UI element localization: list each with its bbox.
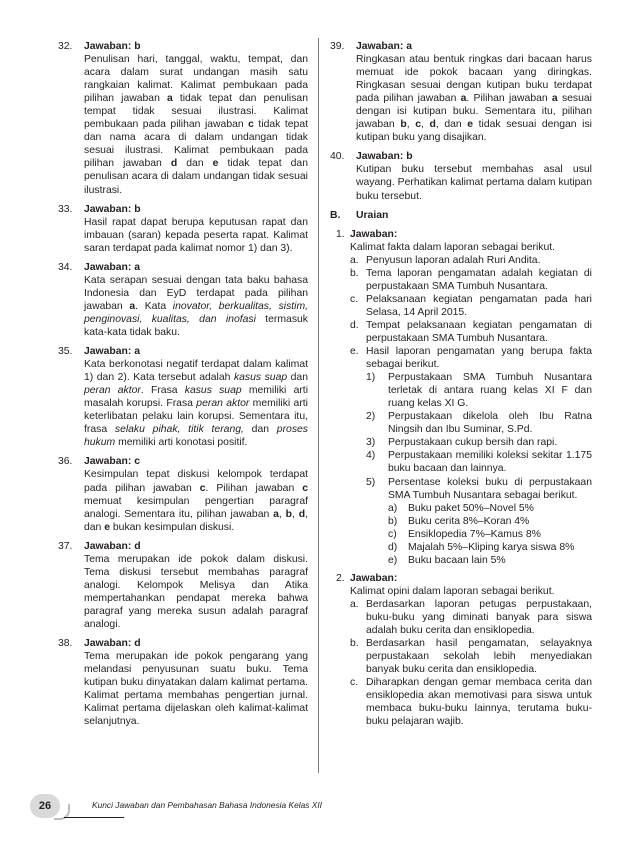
item-number: 34. [58, 261, 73, 273]
answer-key: Jawaban: a [84, 261, 141, 273]
nested-list-item: d) Majalah 5%–Kliping karya siswa 8% [388, 541, 575, 553]
item-number: 1. [336, 228, 345, 240]
answer-key: Jawaban: b [84, 41, 141, 52]
page-footer [30, 794, 330, 820]
list-item: d. Tempat pelaksanaan kegiatan pengamatan di perpustakaan SMA Tumbuh Nusantara. [350, 319, 592, 344]
nested-list-item: c) Ensiklopedia 7%–Kamus 8% [388, 528, 541, 540]
explanation: Penulisan hari, tanggal, waktu, tempat, dan acara dalam surat undangan masih satu rangkaian kalimat. Kalimat pembukaan pada pilihan jawaban a tidak tepat dan penulisan tempat tidak sesuai ilustrasi. Kalimat pembukaan pada pilihan jawaban c tidak tepat dan nama acara di dalam undangan tidak sesuai ilustrasi. Kalimat pembukaan pada pilihan jawaban d dan e tidak tepat dan penulisan acara di dalam undangan tidak sesuai ilustrasi. [84, 54, 308, 196]
answer-key: Jawaban: [350, 572, 398, 584]
item-number: 39. [330, 41, 345, 52]
answer-key: Jawaban: b [84, 203, 141, 215]
item-number: 38. [58, 638, 73, 650]
nested-list-item: e) Buku bacaan lain 5% [388, 554, 506, 566]
column-divider [318, 38, 319, 773]
footer-rule [64, 817, 124, 818]
explanation: Kata serapan sesuai dengan tata baku bahasa Indonesia dan EyD terdapat pada pilihan jawaban a. Kata inovator, berkualitas, sistim, penginovasi, kualitas, dan inofasi termasuk kata-kata tidak baku. [84, 274, 309, 338]
answer-intro: Kalimat opini dalam laporan sebagai berikut. [350, 585, 555, 597]
list-item: a. Penyusun laporan adalah Ruri Andita. [350, 254, 541, 266]
footer-title: Kunci Jawaban dan Pembahasan Bahasa Indonesia Kelas XII [92, 800, 323, 810]
nested-list-item: b) Buku cerita 8%–Koran 4% [388, 515, 530, 527]
right-column [330, 40, 592, 733]
item-number: 36. [58, 456, 73, 468]
nested-list-item: 2) Perpustakaan dikelola oleh Ibu Ratna Ningsih dan Ibu Suminar, S.Pd. [366, 411, 592, 436]
answer-34 [58, 261, 308, 339]
nested-list-item: 3) Perpustakaan cukup bersih dan rapi. [366, 437, 558, 449]
list-item: a. Berdasarkan laporan petugas perpustakaan, buku-buku yang diminati banyak para siswa adalah buku cerita dan ensiklopedia. [350, 598, 592, 637]
answer-key: Jawaban: b [356, 151, 413, 163]
explanation: Ringkasan atau bentuk ringkas dari bacaan harus memuat ide pokok bacaan yang diringkas. Ringkasan sesuai dengan kutipan buku terdapat pada pilihan jawaban a. Pilihan jawaban a sesuai dengan isi kutipan buku. Sementara itu, pilihan jawaban b, c, d, dan e tidak sesuai dengan isi kutipan buku yang disajikan. [356, 54, 592, 144]
answer-key: Jawaban: a [84, 346, 141, 358]
explanation: Kata berkonotasi negatif terdapat dalam kalimat 1) dan 2). Kata tersebut adalah kasus suap dan peran aktor. Frasa kasus suap memiliki arti masalah korupsi. Frasa peran aktor memiliki arti keterlibatan pelaku lain korupsi. Sementara itu, frasa selaku pihak, titik terang, dan proses hukum memiliki arti konotasi positif. [84, 359, 309, 449]
answer-32 [58, 40, 308, 197]
answer-key: Jawaban: d [84, 638, 141, 650]
answer-37 [58, 540, 308, 631]
item-number: 32. [58, 41, 73, 52]
left-column [58, 40, 308, 734]
page-number: 26 [30, 794, 60, 818]
answer-39 [330, 40, 592, 144]
answer-35 [58, 345, 308, 449]
item-number: 33. [58, 203, 73, 215]
answer-key: Jawaban: d [84, 540, 141, 552]
section-heading [330, 209, 592, 222]
list-item: b. Tema laporan pengamatan adalah kegiatan di perpustakaan SMA Tumbuh Nusantara. [350, 267, 592, 292]
answer-key: Jawaban: a [356, 41, 413, 52]
list-item: e. Hasil laporan pengamatan yang berupa fakta sebagai berikut. 1) Perpustakaan SMA Tumbuh Nusantara terletak di antara ruang kelas XI F dan ruang kelas XI G. 2) Perpustakaan dikelola oleh Ibu Ratna Ningsih dan Ibu Suminar, S.Pd. 3) Perpustakaan cukup bersih dan rapi. 4) Perpustakaan memiliki koleksi sekitar 1.175 buku bacaan dan lainnya. 5) Persentase koleksi buku di perpustakaan SMA Tumbuh Nusantara sebagai berikut. a) Buku paket 50%–Novel 5% b) Buku cerita 8%–Koran 4% c) Ensiklopedia 7%–Kamus 8% d) Majalah 5%–Kliping karya siswa 8% e) Buku bacaan lain 5% [350, 346, 592, 566]
essay-answer-1 [330, 228, 592, 567]
item-number: 35. [58, 346, 73, 358]
answer-40 [330, 150, 592, 202]
section-number: B. [330, 209, 341, 221]
nested-list-item: a) Buku paket 50%–Novel 5% [388, 502, 534, 514]
answer-intro: Kalimat fakta dalam laporan sebagai berikut. [350, 241, 556, 253]
list-item: c. Pelaksanaan kegiatan pengamatan pada hari Selasa, 14 April 2015. [350, 293, 592, 318]
nested-list-item: 4) Perpustakaan memiliki koleksi sekitar 1.175 buku bacaan dan lainnya. [366, 450, 592, 475]
answer-key: Jawaban: c [84, 456, 141, 468]
essay-answer-2 [330, 572, 592, 729]
answer-key: Jawaban: [350, 228, 398, 240]
explanation: Kesimpulan tepat diskusi kelompok terdapat pada pilihan jawaban c. Pilihan jawaban c memuat kesimpulan pengertian paragraf analogi. Sementara itu, pilihan jawaban a, b, d, dan e bukan kesimpulan diskusi. [84, 469, 308, 533]
explanation: Kutipan buku tersebut membahas asal usul wayang. Perhatikan kalimat pertama dalam kutipan buku tersebut. [356, 164, 592, 202]
nested-list-item: 5) Persentase koleksi buku di perpustakaan SMA Tumbuh Nusantara sebagai berikut. a) Buku paket 50%–Novel 5% b) Buku cerita 8%–Koran 4% c) Ensiklopedia 7%–Kamus 8% d) Majalah 5%–Kliping karya siswa 8% e) Buku bacaan lain 5% [366, 476, 592, 566]
nested-list-item: 1) Perpustakaan SMA Tumbuh Nusantara terletak di antara ruang kelas XI F dan ruang kelas XI G. [366, 372, 592, 410]
item-number: 2. [336, 572, 345, 584]
explanation: Tema merupakan ide pokok pengarang yang melandasi penyusunan suatu buku. Tema kutipan buku dinyatakan dalam kalimat pertama. Kalimat pertama membahas pengertian jurnal. Kalimat pertama dijelaskan oleh kalimat-kalimat selanjutnya. [84, 651, 308, 728]
answer-38 [58, 637, 308, 728]
list-item: c. Diharapkan dengan gemar membaca cerita dan ensiklopedia akan memotivasi para siswa untuk membaca buku-buku lainnya, terutama buku-buku pelajaran wajib. [350, 677, 592, 728]
explanation: Tema merupakan ide pokok dalam diskusi. Tema diskusi tersebut membahas paragraf analogi. Kelompok Melisya dan Atika mempertahankan pendapat mereka bahwa paragraf yang mereka susun adalah paragraf analogi. [84, 553, 308, 630]
section-title: Uraian [356, 209, 389, 221]
answer-33 [58, 203, 308, 255]
item-number: 40. [330, 151, 345, 163]
list-item: b. Berdasarkan hasil pengamatan, selayaknya perpustakaan sekolah lebih menyediakan banyak buku cerita dan ensiklopedia. [350, 638, 592, 676]
explanation: Hasil rapat dapat berupa keputusan rapat dan imbauan (saran) kepada peserta rapat. Kalimat saran terdapat pada kalimat nomor 1) dan 3). [84, 216, 308, 254]
item-number: 37. [58, 540, 73, 552]
answer-36 [58, 455, 308, 533]
